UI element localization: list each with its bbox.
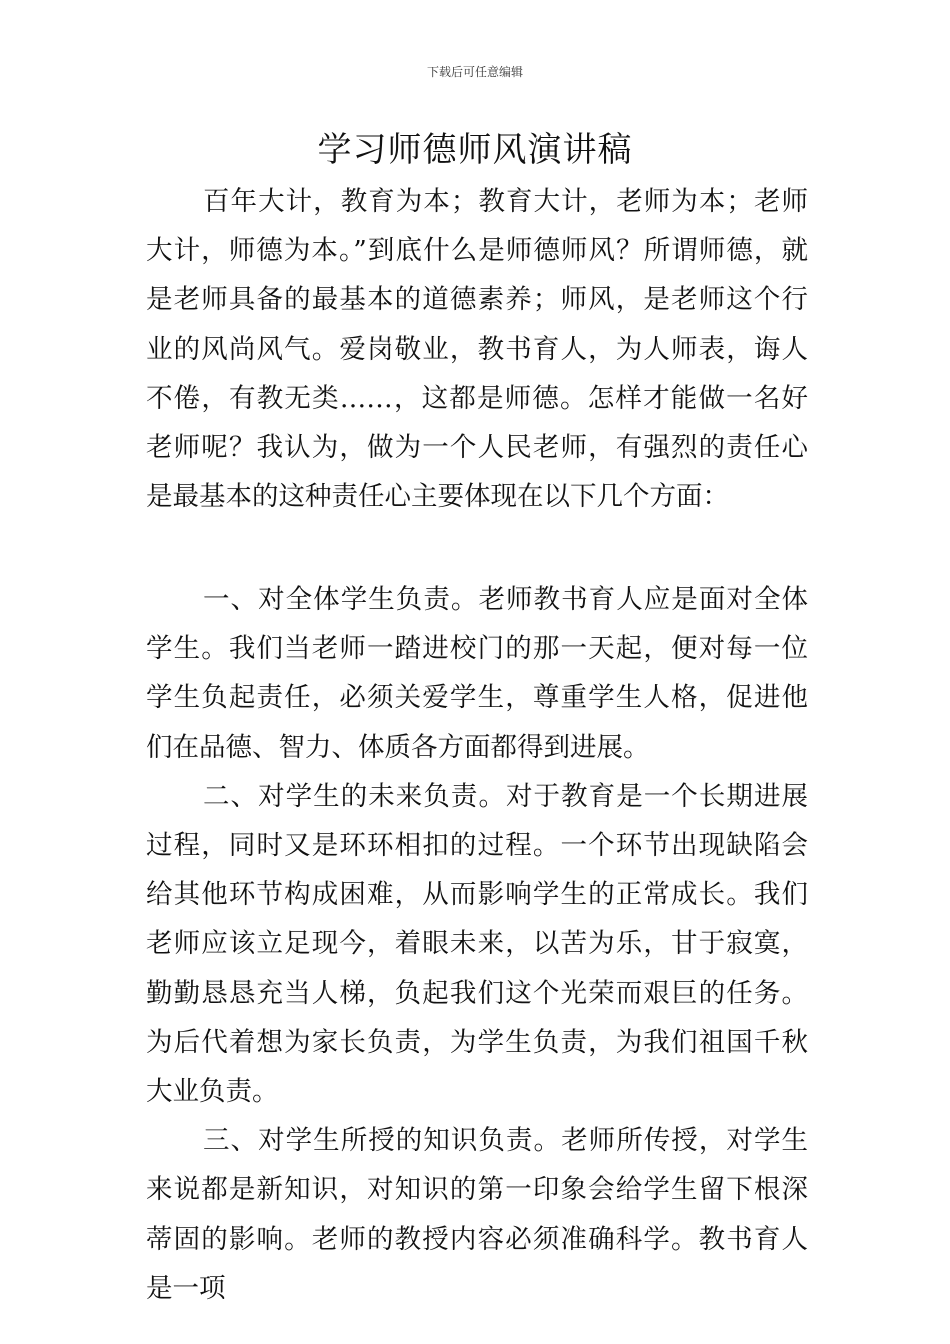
point-paragraph-1: 一、对全体学生负责。老师教书育人应是面对全体学生。我们当老师一踏进校门的那一天起，便对每一位学生负起责任，必须关爱学生，尊重学生人格，促进他们在品德、智力、体质各方面都得到进展。 [146, 584, 808, 763]
header-note: 下载后可任意编辑 [426, 65, 523, 79]
page-title: 学习师德师风演讲稿 [317, 130, 633, 170]
intro-paragraph: 百年大计，教育为本；教育大计，老师为本；老师大计，师德为本。”到底什么是师德师风？所谓师德，就是老师具备的最基本的道德素养；师风，是老师这个行业的风尚风气。爱岗敬业，教书育人，为人师表，诲人不倦，有教无类……，这都是师德。怎样才能做一名好老师呢？我认为，做为一个人民老师，有强烈的责任心是最基本的这种责任心主要体现在以下几个方面： [146, 186, 808, 513]
point-paragraph-2: 二、对学生的未来负责。对于教育是一个长期进展过程，同时又是环环相扣的过程。一个环节出现缺陷会给其他环节构成困难，从而影响学生的正常成长。我们老师应该立足现今，着眼未来，以苦为乐，甘于寂寞，勤勤恳恳充当人梯，负起我们这个光荣而艰巨的任务。为后代着想为家长负责，为学生负责，为我们祖国千秋大业负责。 [146, 780, 808, 1108]
point-paragraph-3: 三、对学生所授的知识负责。老师所传授，对学生来说都是新知识，对知识的第一印象会给学生留下根深蒂固的影响。老师的教授内容必须准确科学。教书育人是一项 [146, 1125, 808, 1304]
intro-section [146, 177, 808, 521]
points-section [146, 575, 808, 1313]
